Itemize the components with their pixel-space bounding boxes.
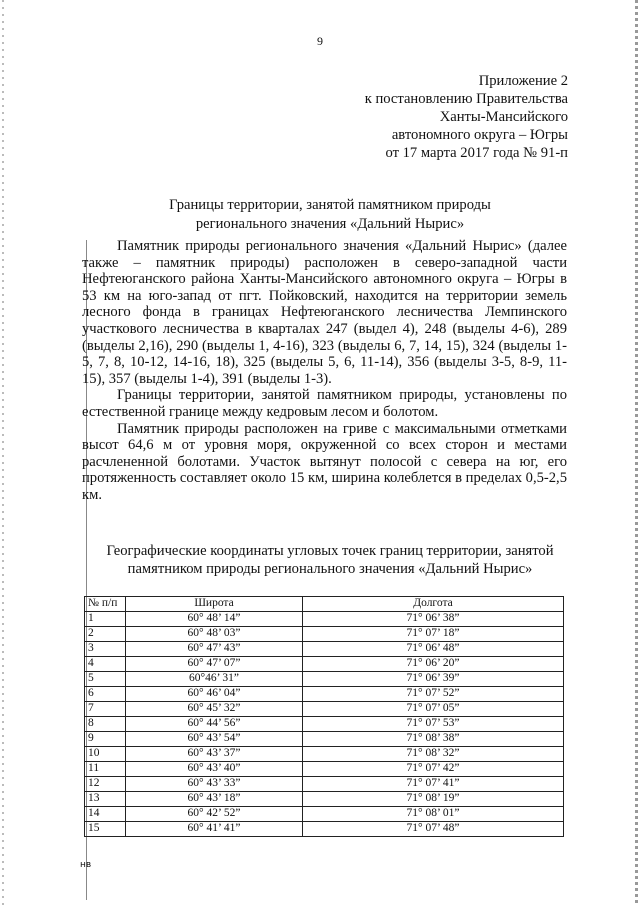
table-row	[85, 642, 564, 657]
cell-longitude: 71° 08’ 01”	[303, 807, 564, 822]
cell-longitude: 71° 07’ 42”	[303, 762, 564, 777]
table-row	[85, 822, 564, 837]
cell-latitude: 60° 41’ 41”	[126, 822, 303, 837]
appendix-header	[365, 72, 568, 162]
cell-latitude: 60° 48’ 14”	[126, 612, 303, 627]
scan-edge-right	[635, 0, 638, 905]
table-row	[85, 687, 564, 702]
title-line: Границы территории, занятой памятником природы	[169, 197, 491, 213]
table-row	[85, 717, 564, 732]
cell-latitude: 60° 43’ 33”	[126, 777, 303, 792]
cell-longitude: 71° 07’ 53”	[303, 717, 564, 732]
cell-number: 3	[85, 642, 126, 657]
cell-number: 4	[85, 657, 126, 672]
cell-longitude: 71° 07’ 05”	[303, 702, 564, 717]
table-row	[85, 702, 564, 717]
title-line: регионального значения «Дальний Нырис»	[195, 216, 465, 232]
cell-latitude: 60°46’ 31”	[126, 672, 303, 687]
cell-longitude: 71° 06’ 20”	[303, 657, 564, 672]
paragraph: Памятник природы расположен на гриве с максимальными отметками высот 64,6 м от уровня моря, окруженной со всех сторон и местами расчлененной болотами. Участок вытянут полосой с севера на юг, его протяженность составляет около 15 км, ширина колеблется в пределах 0,5-2,5 км.	[82, 420, 568, 503]
table-header-row	[85, 597, 564, 612]
cell-latitude: 60° 44’ 56”	[126, 717, 303, 732]
page-number: 9	[317, 34, 323, 48]
table-title-line: Географические координаты угловых точек границ территории, занятой	[106, 543, 554, 559]
scan-edge-left	[2, 0, 4, 905]
cell-longitude: 71° 07’ 41”	[303, 777, 564, 792]
header-longitude: Долгота	[303, 597, 564, 612]
table-row	[85, 672, 564, 687]
cell-number: 2	[85, 627, 126, 642]
header-number: № п/п	[85, 597, 126, 612]
cell-longitude: 71° 06’ 48”	[303, 642, 564, 657]
appendix-line: автономного округа – Югры	[391, 127, 568, 143]
table-row	[85, 627, 564, 642]
cell-number: 7	[85, 702, 126, 717]
cell-latitude: 60° 48’ 03”	[126, 627, 303, 642]
cell-longitude: 71° 07’ 18”	[303, 627, 564, 642]
appendix-line: Приложение 2	[478, 73, 568, 89]
cell-longitude: 71° 08’ 38”	[303, 732, 564, 747]
table-row	[85, 807, 564, 822]
appendix-line: от 17 марта 2017 года № 91-п	[385, 145, 568, 161]
body-text	[82, 238, 567, 504]
table-row	[85, 612, 564, 627]
footer-mark: нв	[80, 860, 92, 870]
table-body	[85, 612, 564, 837]
cell-number: 5	[85, 672, 126, 687]
table-title-line: памятником природы регионального значения «Дальний Нырис»	[127, 561, 533, 577]
table-row	[85, 657, 564, 672]
cell-number: 8	[85, 717, 126, 732]
cell-latitude: 60° 43’ 37”	[126, 747, 303, 762]
cell-number: 13	[85, 792, 126, 807]
cell-longitude: 71° 07’ 48”	[303, 822, 564, 837]
cell-longitude: 71° 06’ 38”	[303, 612, 564, 627]
cell-latitude: 60° 43’ 18”	[126, 792, 303, 807]
coordinates-table	[84, 596, 564, 837]
cell-number: 11	[85, 762, 126, 777]
paragraph: Памятник природы регионального значения «Дальний Нырис» (далее также – памятник природы) расположен в северо-западной части Нефтеюганского района Ханты-Мансийского автономного округа – Югры в 53 км на юго-запад от пгт. Пойковский, находится на территории земель лесного фонда в границах Нефтеюганского лесничества Лемпинского участкового лесничества в кварталах 247 (выдел 4), 248 (выделы 4-6), 289 (выделы 2,16), 290 (выделы 1, 4-16), 323 (выделы 6, 7, 14, 15), 324 (выделы 1-5, 7, 8, 10-12, 14-16, 18), 325 (выделы 5, 6, 11-14), 356 (выделы 3-5, 8-9, 11-15), 357 (выделы 1-4), 391 (выделы 1-3).	[82, 238, 567, 387]
table-row	[85, 792, 564, 807]
cell-number: 9	[85, 732, 126, 747]
cell-number: 12	[85, 777, 126, 792]
table-row	[85, 777, 564, 792]
cell-latitude: 60° 43’ 40”	[126, 762, 303, 777]
table-row	[85, 747, 564, 762]
cell-number: 6	[85, 687, 126, 702]
table-row	[85, 762, 564, 777]
cell-latitude: 60° 43’ 54”	[126, 732, 303, 747]
cell-number: 15	[85, 822, 126, 837]
cell-latitude: 60° 42’ 52”	[126, 807, 303, 822]
paragraph: Границы территории, занятой памятником природы, установлены по естественной границе между кедровым лесом и болотом.	[82, 387, 567, 420]
cell-longitude: 71° 07’ 52”	[303, 687, 564, 702]
cell-longitude: 71° 08’ 32”	[303, 747, 564, 762]
cell-latitude: 60° 46’ 04”	[126, 687, 303, 702]
cell-number: 14	[85, 807, 126, 822]
cell-latitude: 60° 47’ 43”	[126, 642, 303, 657]
appendix-line: к постановлению Правительства	[364, 91, 568, 107]
cell-number: 10	[85, 747, 126, 762]
appendix-line: Ханты-Мансийского	[439, 109, 568, 125]
table-title	[80, 542, 580, 578]
table-row	[85, 732, 564, 747]
header-latitude: Широта	[126, 597, 303, 612]
cell-latitude: 60° 47’ 07”	[126, 657, 303, 672]
cell-number: 1	[85, 612, 126, 627]
document-title	[80, 196, 580, 234]
cell-longitude: 71° 08’ 19”	[303, 792, 564, 807]
cell-latitude: 60° 45’ 32”	[126, 702, 303, 717]
cell-longitude: 71° 06’ 39”	[303, 672, 564, 687]
